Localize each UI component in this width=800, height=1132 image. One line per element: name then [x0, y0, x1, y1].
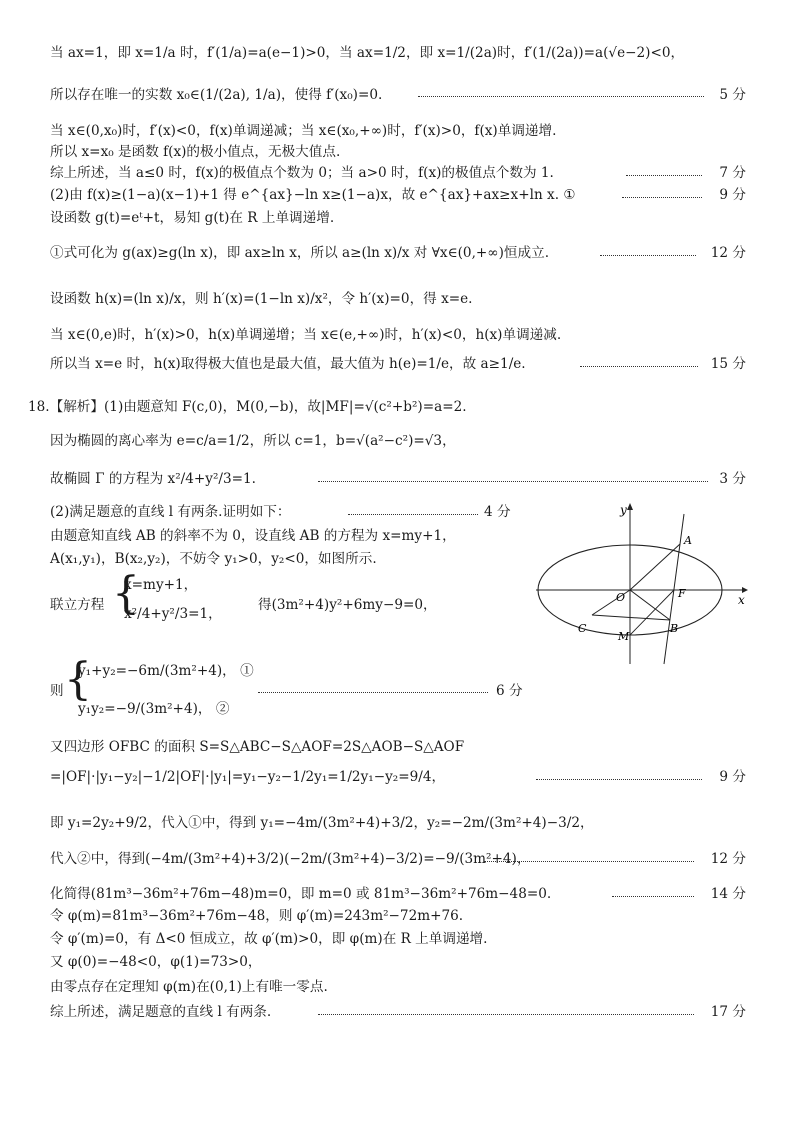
dotted-leader: [348, 514, 478, 515]
score-label: 5 分: [719, 87, 746, 103]
line-4: 所以 x=x₀ 是函数 f(x)的极小值点，无极大值点.: [50, 144, 341, 160]
line-29: 综上所述，满足题意的直线 l 有两条.: [50, 1004, 272, 1020]
y-axis-arrow: [627, 503, 633, 510]
vieta-eq-2: y₁y₂=−9/(3m²+4)， ②: [78, 701, 230, 717]
segment-ob: [630, 590, 670, 620]
score-label: 3 分: [719, 471, 746, 487]
dotted-leader: [258, 692, 488, 693]
line-24: 化简得(81m³−36m²+76m−48)m=0，即 m=0 或 81m³−36m²+76m−48=0.: [50, 886, 552, 902]
line-1: 当 ax=1，即 x=1/a 时，f′(1/a)=a(e−1)>0，当 ax=1/2，即 x=1/(2a)时，f′(1/(2a))=a(√e−2)<0，: [50, 45, 685, 61]
line-12: 18.【解析】(1)由题意知 F(c,0)，M(0,−b)，故|MF|=√(c²+b²)=a=2.: [28, 399, 467, 415]
score-label: 12 分: [710, 851, 746, 867]
segment-cb: [592, 615, 670, 620]
score-label: 17 分: [710, 1004, 746, 1020]
x-axis-label: x: [738, 593, 745, 607]
y-axis-label: y: [620, 503, 627, 517]
line-16: 由题意知直线 AB 的斜率不为 0，设直线 AB 的方程为 x=my+1，: [50, 528, 456, 544]
ellipse-figure: [536, 498, 756, 668]
line-25: 令 φ(m)=81m³−36m²+76m−48，则 φ′(m)=243m²−72m+76.: [50, 908, 464, 924]
dotted-leader: [580, 366, 698, 367]
dotted-leader: [484, 861, 694, 862]
dotted-leader: [418, 96, 704, 97]
point-b-label: B: [670, 622, 679, 635]
segment-mf: [630, 590, 674, 635]
dotted-leader: [612, 896, 694, 897]
point-a-label: A: [684, 534, 692, 547]
dotted-leader: [536, 779, 702, 780]
line-27: 又 φ(0)=−48<0，φ(1)=73>0，: [50, 954, 262, 970]
then-label: 则: [50, 683, 64, 699]
point-f-label: F: [678, 587, 686, 600]
vieta-eq-1: y₁+y₂=−6m/(3m²+4)， ①: [78, 663, 254, 679]
line-6: (2)由 f(x)≥(1−a)(x−1)+1 得 e^{ax}−ln x≥(1−a)x，故 e^{ax}+ax≥x+ln x. ①: [50, 187, 576, 203]
system-result: 得(3m²+4)y²+6my−9=0，: [258, 597, 437, 613]
dotted-leader: [622, 197, 702, 198]
left-brace: {: [112, 568, 140, 619]
line-23: 代入②中，得到(−4m/(3m²+4)+3/2)(−2m/(3m²+4)−3/2)=−9/(3m²+4)，: [50, 851, 531, 867]
line-21: =|OF|·|y₁−y₂|−1/2|OF|·|y₁|=y₁−y₂−1/2y₁=1/2y₁−y₂=9/4，: [50, 769, 446, 785]
score-label: 12 分: [710, 245, 746, 261]
line-11: 所以当 x=e 时，h(x)取得极大值也是最大值，最大值为 h(e)=1/e，故 a≥1/e.: [50, 356, 526, 372]
segment-ao: [630, 544, 680, 590]
left-brace: {: [64, 654, 92, 705]
line-17: A(x₁,y₁)，B(x₂,y₂)，不妨令 y₁>0，y₂<0，如图所示.: [50, 551, 377, 567]
point-m-label: M: [618, 630, 630, 643]
line-28: 由零点存在定理知 φ(m)在(0,1)上有唯一零点.: [50, 979, 328, 995]
score-label: 6 分: [496, 683, 523, 699]
score-label: 9 分: [719, 769, 746, 785]
line-5: 综上所述，当 a≤0 时，f(x)的极值点个数为 0；当 a>0 时，f(x)的极值点个数为 1.: [50, 165, 554, 181]
line-10: 当 x∈(0,e)时，h′(x)>0，h(x)单调递增；当 x∈(e,+∞)时，h′(x)<0，h(x)单调递减.: [50, 327, 562, 343]
line-8: ①式可化为 g(ax)≥g(ln x)，即 ax≥ln x，所以 a≥(ln x)/x 对 ∀x∈(0,+∞)恒成立.: [50, 245, 550, 261]
point-o-label: O: [616, 591, 626, 604]
score-label: 7 分: [719, 165, 746, 181]
line-22: 即 y₁=2y₂+9/2，代入①中，得到 y₁=−4m/(3m²+4)+3/2，y₂=−2m/(3m²+4)−3/2，: [50, 815, 594, 831]
line-26: 令 φ′(m)=0，有 Δ<0 恒成立，故 φ′(m)>0，即 φ(m)在 R 上单调递增.: [50, 931, 488, 947]
line-15: (2)满足题意的直线 l 有两条.证明如下：: [50, 504, 291, 520]
line-14: 故椭圆 Γ 的方程为 x²/4+y²/3=1.: [50, 471, 257, 487]
system-eq-1: x=my+1，: [124, 577, 198, 593]
score-label: 15 分: [710, 356, 746, 372]
line-3: 当 x∈(0,x₀)时，f′(x)<0，f(x)单调递减；当 x∈(x₀,+∞)时，f′(x)>0，f(x)单调递增.: [50, 123, 557, 139]
system-eq-2: x²/4+y²/3=1，: [124, 606, 222, 622]
score-label: 9 分: [719, 187, 746, 203]
system-label: 联立方程: [50, 597, 105, 613]
line-13: 因为椭圆的离心率为 e=c/a=1/2，所以 c=1，b=√(a²−c²)=√3，: [50, 433, 456, 449]
dotted-leader: [318, 1014, 694, 1015]
score-label: 14 分: [710, 886, 746, 902]
line-2: 所以存在唯一的实数 x₀∈(1/(2a), 1/a)，使得 f′(x₀)=0.: [50, 87, 383, 103]
line-9: 设函数 h(x)=(ln x)/x，则 h′(x)=(1−ln x)/x²，令 h′(x)=0，得 x=e.: [50, 291, 473, 307]
score-label: 4 分: [484, 504, 511, 520]
dotted-leader: [600, 255, 696, 256]
dotted-leader: [318, 481, 708, 482]
dotted-leader: [626, 175, 702, 176]
line-20: 又四边形 OFBC 的面积 S=S△ABC−S△AOF=2S△AOB−S△AOF: [50, 739, 465, 755]
point-c-label: C: [578, 622, 587, 635]
line-7: 设函数 g(t)=eᵗ+t，易知 g(t)在 R 上单调递增.: [50, 210, 335, 226]
